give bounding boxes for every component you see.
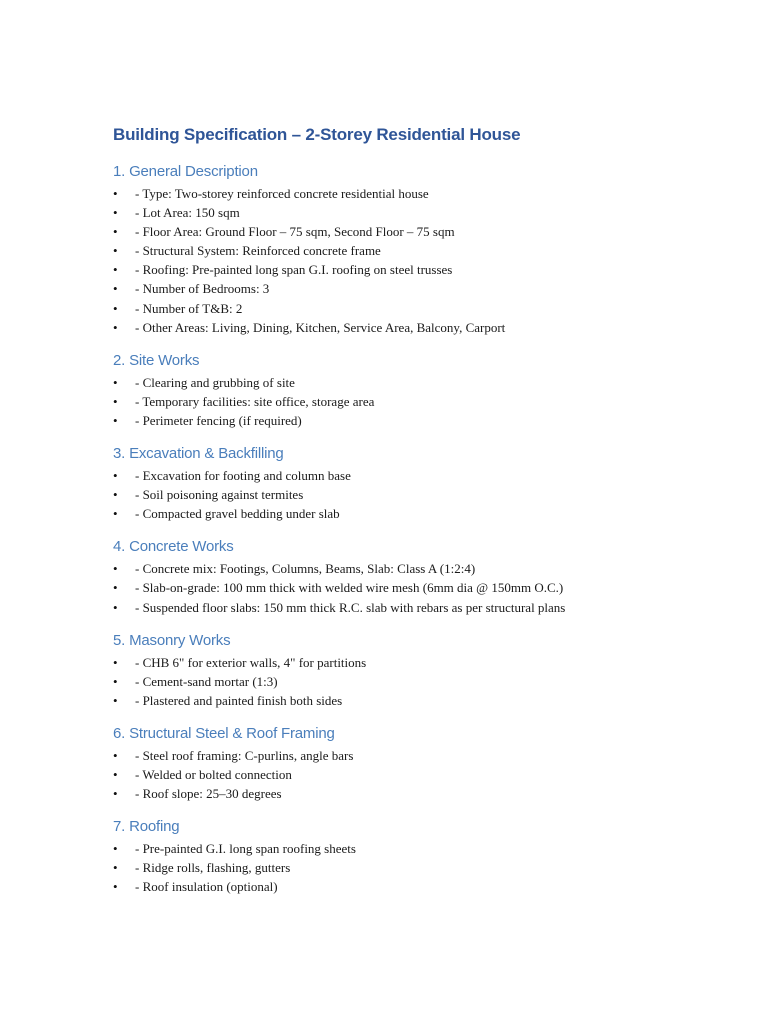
list-item bbox=[113, 411, 733, 430]
list-item-text: - Clearing and grubbing of site bbox=[135, 374, 295, 390]
bullet-icon: • bbox=[113, 374, 118, 390]
list-item bbox=[113, 392, 733, 411]
bullet-icon: • bbox=[113, 561, 118, 577]
list-item-text: - Temporary facilities: site office, storage area bbox=[135, 393, 375, 409]
list-item bbox=[113, 260, 733, 279]
sections-container bbox=[113, 162, 733, 896]
list-item-text: - Pre-painted G.I. long span roofing sheets bbox=[135, 841, 356, 857]
list-item bbox=[113, 222, 733, 241]
list-item-text: - Number of T&B: 2 bbox=[135, 300, 243, 316]
list-item bbox=[113, 784, 733, 803]
list-item-text: - Ridge rolls, flashing, gutters bbox=[135, 860, 291, 876]
list-item-text: - Steel roof framing: C-purlins, angle bars bbox=[135, 747, 354, 763]
bullet-list bbox=[113, 653, 733, 710]
list-item bbox=[113, 653, 733, 672]
bullet-icon: • bbox=[113, 654, 118, 670]
list-item-text: - Lot Area: 150 sqm bbox=[135, 205, 240, 221]
spacer bbox=[113, 337, 733, 351]
list-item bbox=[113, 746, 733, 765]
list-item bbox=[113, 299, 733, 318]
list-item bbox=[113, 485, 733, 504]
list-item-text: - Excavation for footing and column base bbox=[135, 468, 351, 484]
list-item-text: - Slab-on-grade: 100 mm thick with welded wire mesh (6mm dia @ 150mm O.C.) bbox=[135, 580, 564, 596]
list-item bbox=[113, 559, 733, 578]
bullet-icon: • bbox=[113, 224, 118, 240]
spacer bbox=[113, 430, 733, 444]
list-item-text: - Roofing: Pre-painted long span G.I. roofing on steel trusses bbox=[135, 262, 453, 278]
document-title: Building Specification – 2-Storey Residential House bbox=[113, 125, 521, 144]
bullet-icon: • bbox=[113, 319, 118, 335]
list-item-text: - Other Areas: Living, Dining, Kitchen, Service Area, Balcony, Carport bbox=[135, 319, 506, 335]
spacer bbox=[113, 803, 733, 817]
section-heading: 3. Excavation & Backfilling bbox=[113, 445, 284, 463]
section bbox=[113, 817, 733, 896]
list-item-text: - Plastered and painted finish both sides bbox=[135, 692, 343, 708]
list-item-text: - Welded or bolted connection bbox=[135, 766, 292, 782]
section bbox=[113, 631, 733, 724]
bullet-icon: • bbox=[113, 692, 118, 708]
bullet-list bbox=[113, 559, 733, 616]
bullet-list bbox=[113, 373, 733, 430]
bullet-icon: • bbox=[113, 766, 118, 782]
bullet-list bbox=[113, 184, 733, 337]
spacer bbox=[113, 146, 733, 162]
bullet-icon: • bbox=[113, 393, 118, 409]
list-item-text: - Compacted gravel bedding under slab bbox=[135, 506, 340, 522]
list-item bbox=[113, 241, 733, 260]
bullet-icon: • bbox=[113, 205, 118, 221]
list-item-text: - Soil poisoning against termites bbox=[135, 487, 304, 503]
list-item-text: - Perimeter fencing (if required) bbox=[135, 412, 302, 428]
section bbox=[113, 351, 733, 444]
bullet-icon: • bbox=[113, 673, 118, 689]
bullet-icon: • bbox=[113, 841, 118, 857]
list-item bbox=[113, 203, 733, 222]
bullet-icon: • bbox=[113, 879, 118, 895]
section-heading: 6. Structural Steel & Roof Framing bbox=[113, 724, 335, 742]
spacer bbox=[113, 617, 733, 631]
section bbox=[113, 162, 733, 351]
list-item-text: - Suspended floor slabs: 150 mm thick R.C. slab with rebars as per structural plans bbox=[135, 599, 566, 615]
section bbox=[113, 444, 733, 537]
bullet-list bbox=[113, 746, 733, 803]
bullet-icon: • bbox=[113, 487, 118, 503]
bullet-icon: • bbox=[113, 747, 118, 763]
bullet-icon: • bbox=[113, 412, 118, 428]
list-item bbox=[113, 466, 733, 485]
list-item-text: - Structural System: Reinforced concrete frame bbox=[135, 243, 381, 259]
bullet-icon: • bbox=[113, 786, 118, 802]
bullet-icon: • bbox=[113, 186, 118, 201]
list-item bbox=[113, 373, 733, 392]
bullet-icon: • bbox=[113, 580, 118, 596]
bullet-icon: • bbox=[113, 506, 118, 522]
list-item bbox=[113, 858, 733, 877]
bullet-list bbox=[113, 839, 733, 896]
list-item bbox=[113, 504, 733, 523]
bullet-icon: • bbox=[113, 468, 118, 484]
section-heading: 7. Roofing bbox=[113, 818, 180, 836]
list-item bbox=[113, 279, 733, 298]
list-item bbox=[113, 839, 733, 858]
list-item-text: - Cement-sand mortar (1:3) bbox=[135, 673, 278, 689]
list-item bbox=[113, 598, 733, 617]
document-page bbox=[113, 124, 733, 896]
list-item bbox=[113, 318, 733, 337]
list-item-text: - Roof slope: 25–30 degrees bbox=[135, 786, 282, 802]
list-item bbox=[113, 672, 733, 691]
bullet-icon: • bbox=[113, 262, 118, 278]
list-item bbox=[113, 765, 733, 784]
list-item bbox=[113, 184, 733, 203]
section-heading: 2. Site Works bbox=[113, 351, 200, 369]
spacer bbox=[113, 523, 733, 537]
bullet-icon: • bbox=[113, 599, 118, 615]
bullet-list bbox=[113, 466, 733, 523]
spacer bbox=[113, 710, 733, 724]
list-item-text: - CHB 6" for exterior walls, 4" for partitions bbox=[135, 654, 367, 670]
section bbox=[113, 724, 733, 817]
section bbox=[113, 537, 733, 630]
list-item bbox=[113, 877, 733, 896]
list-item-text: - Number of Bedrooms: 3 bbox=[135, 281, 270, 297]
section-heading: 4. Concrete Works bbox=[113, 538, 234, 556]
list-item-text: - Type: Two-storey reinforced concrete residential house bbox=[135, 186, 429, 201]
bullet-icon: • bbox=[113, 281, 118, 297]
list-item bbox=[113, 578, 733, 597]
list-item-text: - Floor Area: Ground Floor – 75 sqm, Second Floor – 75 sqm bbox=[135, 224, 455, 240]
bullet-icon: • bbox=[113, 300, 118, 316]
list-item-text: - Roof insulation (optional) bbox=[135, 879, 278, 895]
bullet-icon: • bbox=[113, 860, 118, 876]
bullet-icon: • bbox=[113, 243, 118, 259]
section-heading: 5. Masonry Works bbox=[113, 631, 231, 649]
section-heading: 1. General Description bbox=[113, 163, 258, 180]
list-item-text: - Concrete mix: Footings, Columns, Beams, Slab: Class A (1:2:4) bbox=[135, 561, 476, 577]
list-item bbox=[113, 691, 733, 710]
